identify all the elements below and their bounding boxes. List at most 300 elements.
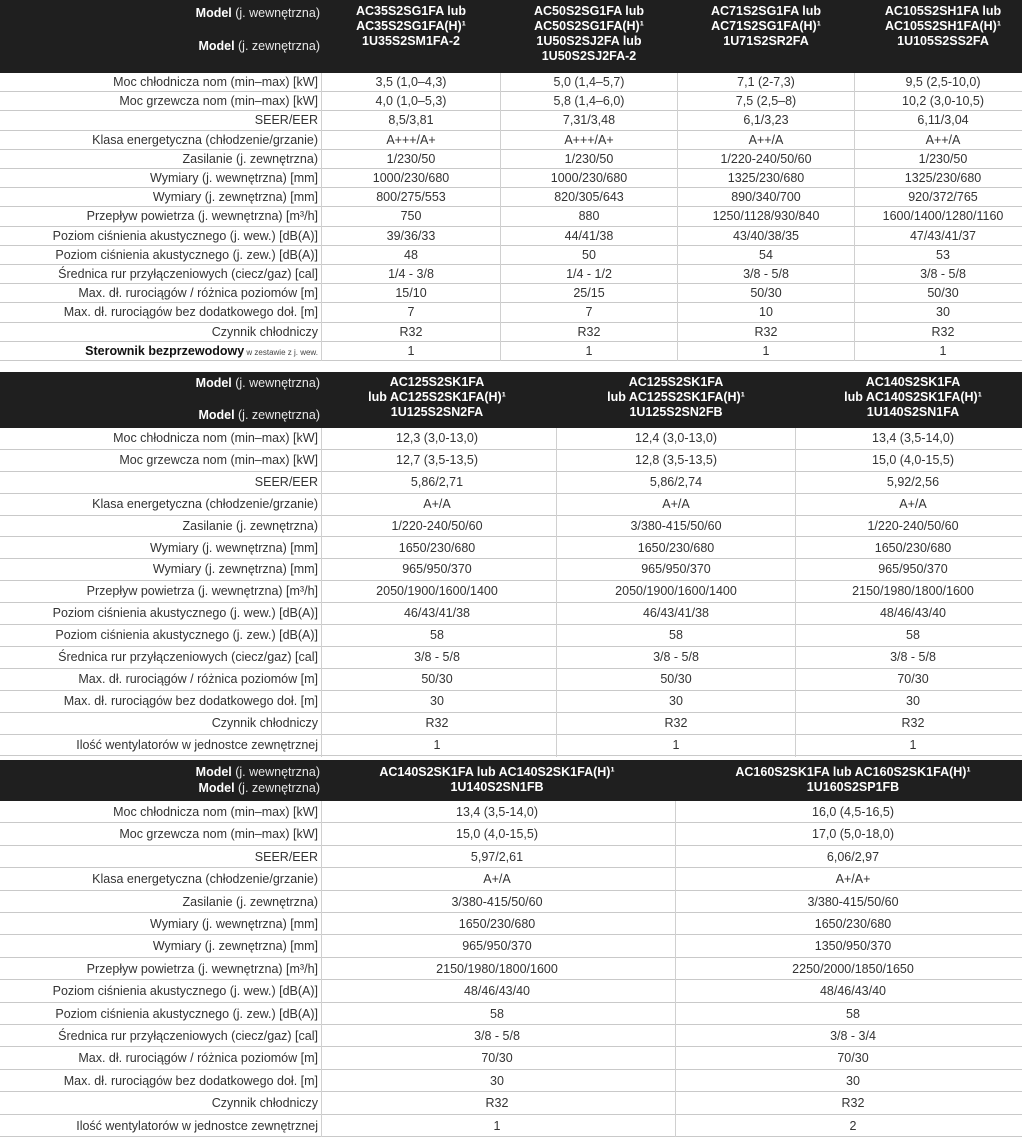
model-label-indoor-suffix: (j. wewnętrzna) — [231, 765, 320, 779]
row-label-text: Moc chłodnicza nom (min–max) [kW] — [113, 75, 318, 89]
cell-value: 58 — [430, 628, 444, 643]
cell-value: 15,0 (4,0-15,5) — [456, 827, 538, 842]
table-row — [0, 92, 1022, 111]
cell-value: 50/30 — [750, 286, 782, 301]
cell-value: 4,0 (1,0–5,3) — [375, 94, 447, 109]
table-row — [0, 207, 1022, 226]
cell-value: 70/30 — [837, 1051, 869, 1066]
model-name: 1U35S2SM1FA-2 — [362, 34, 460, 48]
cell-value: 5,97/2,61 — [470, 849, 524, 864]
cell-value: 13,4 (3,5-14,0) — [872, 431, 954, 445]
cell-value: 1650/230/680 — [398, 540, 476, 555]
cell-value: 3/380-415/50/60 — [807, 894, 899, 909]
row-label-text: Wymiary (j. zewnętrzna) [mm] — [152, 190, 318, 205]
cell-value: 30 — [669, 693, 683, 708]
cell-value: 5,86/2,74 — [649, 474, 703, 489]
cell-value: R32 — [485, 1096, 509, 1111]
model-name: 1U160S2SP1FB — [806, 780, 900, 794]
cell-value: 965/950/370 — [641, 562, 711, 577]
table-row — [0, 625, 1022, 647]
cell-value: 48/46/43/40 — [463, 984, 531, 999]
cell-value: 39/36/33 — [386, 228, 436, 243]
cell-value: 1325/230/680 — [727, 171, 805, 185]
row-label-text: SEER/EER — [254, 113, 318, 128]
row-label-text: Max. dł. rurociągów bez dodatkowego doł. [m] — [63, 305, 318, 320]
table-row — [0, 1047, 1022, 1069]
row-label — [55, 625, 318, 647]
cell-value: 70/30 — [897, 671, 929, 686]
cell-value: 920/372/765 — [908, 190, 978, 205]
cell-value: 965/950/370 — [402, 562, 472, 577]
cell-value: 1 — [493, 1118, 501, 1133]
cell-value: 3/8 - 5/8 — [474, 1029, 520, 1043]
row-label — [113, 428, 318, 450]
cell-value: 2150/1980/1800/1600 — [436, 961, 558, 976]
row-label — [64, 1070, 318, 1092]
table-row — [0, 980, 1022, 1002]
cell-value: 50 — [582, 247, 596, 262]
table-row — [0, 111, 1022, 130]
cell-value: 46/43/41/38 — [403, 606, 471, 621]
row-label-text: Poziom ciśnienia akustycznego (j. zew.) [dB(A)] — [55, 247, 318, 262]
row-label-text: SEER/EER — [254, 474, 318, 489]
model-name: AC160S2SK1FA lub AC160S2SK1FA(H)¹ — [735, 765, 971, 779]
cell-value: 1650/230/680 — [637, 540, 715, 555]
model-name: lub AC140S2SK1FA(H)¹ — [844, 390, 982, 404]
row-label — [53, 603, 318, 625]
row-label-text: Max. dł. rurociągów bez dodatkowego doł. [m] — [63, 693, 318, 708]
table-row — [0, 735, 1022, 757]
cell-value: 58 — [846, 1006, 860, 1021]
cell-value: 12,4 (3,0-13,0) — [635, 431, 717, 445]
cell-value: 3/8 - 5/8 — [653, 650, 699, 664]
table-row — [0, 823, 1022, 845]
table-row — [0, 1092, 1022, 1114]
table-row — [0, 1025, 1022, 1047]
model-name: 1U125S2SN2FB — [629, 405, 723, 419]
cell-value: A+/A — [662, 496, 690, 511]
row-label-text: Wymiary (j. wewnętrzna) [mm] — [150, 540, 318, 555]
row-label — [78, 284, 318, 303]
model-name: AC35S2SG1FA lub — [356, 4, 466, 18]
cell-value: 2250/2000/1850/1650 — [792, 961, 914, 976]
cell-value: 1000/230/680 — [372, 171, 450, 185]
cell-value: 1650/230/680 — [458, 917, 536, 931]
row-label — [64, 691, 318, 713]
cell-value: 880 — [578, 209, 600, 224]
row-label-small: w zestawie z j. wew. — [244, 347, 318, 357]
cell-value: 12,8 (3,5-13,5) — [635, 452, 717, 467]
model-label-bold: Model — [198, 408, 235, 422]
cell-value: 7 — [585, 305, 593, 320]
cell-value: 1/4 - 3/8 — [388, 267, 434, 281]
model-name: AC125S2SK1FA — [389, 375, 485, 389]
cell-value: 3/380-415/50/60 — [451, 894, 543, 909]
model-name: AC35S2SG1FA(H)¹ — [356, 19, 466, 33]
cell-value: 1 — [433, 737, 441, 752]
cell-value: 58 — [669, 628, 683, 643]
model-label-indoor-suffix: (j. wewnętrzna) — [231, 6, 320, 20]
table-row — [0, 581, 1022, 603]
model-label-bold: Model — [198, 781, 235, 795]
cell-value: 25/15 — [573, 286, 605, 301]
cell-value: 5,0 (1,4–5,7) — [553, 75, 625, 89]
cell-value: R32 — [931, 324, 955, 339]
model-name: 1U50S2SJ2FA-2 — [541, 49, 637, 63]
row-label — [58, 1025, 318, 1047]
cell-value: 1600/1400/1280/1160 — [882, 209, 1004, 224]
row-label-bold: Sterownik bezprzewodowy — [85, 343, 245, 358]
cell-value: 1/230/50 — [918, 151, 968, 166]
cell-value: R32 — [754, 324, 778, 339]
model-name: AC50S2SG1FA lub — [534, 4, 644, 18]
cell-value: 7 — [407, 305, 415, 320]
row-label — [64, 303, 318, 322]
model-indoor-label — [196, 765, 320, 780]
row-label-text: Max. dł. rurociągów / różnica poziomów [m] — [78, 1051, 318, 1066]
row-label — [87, 581, 318, 603]
cell-value: 15,0 (4,0-15,5) — [872, 452, 954, 467]
row-label-text: Średnica rur przyłączeniowych (ciecz/gaz) [cal] — [58, 1029, 318, 1043]
cell-value: 3/8 - 5/8 — [743, 267, 789, 281]
row-label — [183, 891, 318, 913]
model-outdoor-label — [198, 781, 320, 796]
model-name: 1U125S2SN2FA — [390, 405, 484, 419]
cell-value: 1650/230/680 — [814, 917, 892, 931]
row-label — [76, 1115, 318, 1137]
table1-header — [0, 0, 1022, 73]
row-label-text: Klasa energetyczna (chłodzenie/grzanie) — [92, 872, 318, 887]
row-label — [53, 227, 318, 246]
row-label — [153, 935, 318, 957]
row-label — [113, 73, 318, 92]
table-row — [0, 323, 1022, 342]
column-divider — [795, 428, 796, 757]
cell-value: 47/43/41/37 — [909, 228, 977, 243]
cell-value: 12,3 (3,0-13,0) — [396, 431, 478, 445]
cell-value: 1/230/50 — [386, 151, 436, 166]
row-label — [55, 246, 318, 265]
cell-value: 750 — [400, 209, 422, 224]
row-label-text: Moc chłodnicza nom (min–max) [kW] — [113, 805, 318, 819]
table-row — [0, 669, 1022, 691]
row-label — [183, 516, 318, 538]
model-column-header — [347, 765, 647, 795]
table-row — [0, 868, 1022, 890]
cell-value: A+/A — [483, 872, 511, 887]
model-name: lub AC125S2SK1FA(H)¹ — [368, 390, 506, 404]
cell-value: 1250/1128/930/840 — [712, 209, 820, 224]
row-label-text: Moc chłodnicza nom (min–max) [kW] — [113, 431, 318, 445]
row-label-text: Moc grzewcza nom (min–max) [kW] — [119, 452, 318, 467]
column-divider — [854, 73, 855, 361]
cell-value: 48/46/43/40 — [819, 984, 887, 999]
cell-value: 30 — [846, 1073, 860, 1088]
cell-value: 30 — [490, 1073, 504, 1088]
cell-value: A+/A+ — [835, 872, 871, 887]
row-label — [212, 1092, 318, 1114]
row-label-text: Średnica rur przyłączeniowych (ciecz/gaz) [cal] — [58, 267, 318, 281]
table-row — [0, 559, 1022, 581]
row-label-text: Moc grzewcza nom (min–max) [kW] — [119, 94, 318, 109]
cell-value: A++/A — [748, 132, 784, 147]
cell-value: 3/8 - 3/4 — [830, 1029, 876, 1043]
column-divider — [556, 428, 557, 757]
row-label-text: Ilość wentylatorów w jednostce zewnętrznej — [76, 737, 318, 752]
cell-value: R32 — [425, 715, 449, 730]
row-label — [153, 559, 318, 581]
column-divider — [677, 73, 678, 361]
cell-value: 1650/230/680 — [874, 540, 952, 555]
row-label — [150, 913, 318, 935]
row-label-text: Wymiary (j. wewnętrzna) [mm] — [150, 171, 318, 185]
row-label — [119, 92, 318, 111]
cell-value: 43/40/38/35 — [732, 228, 800, 243]
row-label-text: Wymiary (j. wewnętrzna) [mm] — [150, 917, 318, 931]
row-label — [78, 1047, 318, 1069]
cell-value: 48 — [404, 247, 418, 262]
cell-value: 54 — [759, 247, 773, 262]
cell-value: 5,8 (1,4–6,0) — [553, 94, 625, 109]
cell-value: 12,7 (3,5-13,5) — [396, 452, 478, 467]
row-label — [76, 735, 318, 757]
row-label-text: Poziom ciśnienia akustycznego (j. zew.) [dB(A)] — [55, 1006, 318, 1021]
cell-value: 3/8 - 5/8 — [920, 267, 966, 281]
table-row — [0, 846, 1022, 868]
cell-value: 5,86/2,71 — [410, 474, 464, 489]
row-label-text: Klasa energetyczna (chłodzenie/grzanie) — [92, 496, 318, 511]
cell-value: 1/220-240/50/60 — [720, 151, 812, 166]
row-label-text: Max. dł. rurociągów bez dodatkowego doł. [m] — [63, 1073, 318, 1088]
model-name: 1U140S2SN1FA — [866, 405, 960, 419]
cell-value: A++/A — [925, 132, 961, 147]
cell-value: 53 — [936, 247, 950, 262]
model-label-outdoor-suffix: (j. zewnętrzna) — [234, 408, 320, 422]
cell-value: 16,0 (4,5-16,5) — [812, 805, 894, 819]
row-label-text: Poziom ciśnienia akustycznego (j. wew.) [dB(A)] — [52, 228, 318, 243]
row-label — [150, 538, 318, 560]
model-name: 1U50S2SJ2FA lub — [536, 34, 642, 48]
model-name: AC105S2SH1FA(H)¹ — [884, 19, 1001, 33]
cell-value: 58 — [906, 628, 920, 643]
row-label — [87, 207, 318, 226]
cell-value: 1 — [585, 343, 593, 358]
row-label-text: Max. dł. rurociągów / różnica poziomów [m] — [78, 286, 318, 301]
row-label — [78, 669, 318, 691]
cell-value: 5,92/2,56 — [886, 474, 940, 489]
cell-value: 965/950/370 — [878, 562, 948, 577]
model-name: 1U71S2SR2FA — [723, 34, 809, 48]
row-label — [87, 958, 318, 980]
cell-value: A+++/A+ — [564, 132, 614, 147]
row-label-text: Wymiary (j. zewnętrzna) [mm] — [152, 562, 318, 577]
cell-value: 30 — [906, 693, 920, 708]
table-row — [0, 891, 1022, 913]
row-label-text: Czynnik chłodniczy — [211, 715, 318, 730]
cell-value: 6,11/3,04 — [917, 113, 969, 128]
table-row — [0, 647, 1022, 669]
table-row — [0, 284, 1022, 303]
cell-value: 3/8 - 5/8 — [890, 650, 936, 664]
table-row — [0, 131, 1022, 150]
model-label-bold: Model — [198, 39, 235, 53]
table-row — [0, 73, 1022, 92]
cell-value: 6,1/3,23 — [743, 113, 789, 128]
cell-value: R32 — [664, 715, 688, 730]
cell-value: R32 — [399, 324, 423, 339]
table-row — [0, 227, 1022, 246]
row-label — [119, 450, 318, 472]
cell-value: R32 — [577, 324, 601, 339]
row-label-text: Zasilanie (j. zewnętrzna) — [182, 151, 318, 166]
cell-value: 3/380-415/50/60 — [630, 518, 722, 533]
table-row — [0, 428, 1022, 450]
row-label — [85, 342, 318, 362]
cell-value: 2150/1980/1800/1600 — [852, 584, 974, 599]
table3-header — [0, 760, 1022, 801]
cell-value: A+/A — [423, 496, 451, 511]
cell-value: 30 — [430, 693, 444, 708]
model-column-header — [703, 765, 1003, 795]
row-label-text: Zasilanie (j. zewnętrzna) — [182, 894, 318, 909]
table-row — [0, 935, 1022, 957]
table-row — [0, 516, 1022, 538]
row-label — [113, 801, 318, 823]
row-label — [92, 868, 318, 890]
cell-value: 10,2 (3,0-10,5) — [902, 94, 984, 109]
model-name: AC71S2SG1FA lub — [711, 4, 821, 18]
cell-value: 7,31/3,48 — [562, 113, 616, 128]
model-name: AC71S2SG1FA(H)¹ — [711, 19, 821, 33]
model-name: AC125S2SK1FA — [628, 375, 724, 389]
table-row — [0, 303, 1022, 322]
column-divider — [321, 73, 322, 361]
table-row — [0, 188, 1022, 207]
cell-value: 13,4 (3,5-14,0) — [456, 805, 538, 819]
cell-value: 7,5 (2,5–8) — [735, 94, 797, 109]
cell-value: 50/30 — [421, 671, 453, 686]
cell-value: 7,1 (2-7,3) — [737, 75, 795, 89]
table-row — [0, 538, 1022, 560]
row-label-text: Czynnik chłodniczy — [211, 324, 318, 339]
cell-value: 15/10 — [395, 286, 427, 301]
cell-value: 30 — [936, 305, 950, 320]
cell-value: 50/30 — [660, 671, 692, 686]
row-label — [119, 823, 318, 845]
cell-value: 3/8 - 5/8 — [414, 650, 460, 664]
row-label-text: Poziom ciśnienia akustycznego (j. wew.) [dB(A)] — [52, 984, 318, 999]
cell-value: 1/220-240/50/60 — [391, 518, 483, 533]
row-label-text: Czynnik chłodniczy — [211, 1096, 318, 1111]
cell-value: 1/4 - 1/2 — [566, 267, 612, 281]
cell-value: 1 — [939, 343, 947, 358]
cell-value: 2050/1900/1600/1400 — [376, 584, 498, 599]
cell-value: 2 — [849, 1118, 857, 1133]
model-name: lub AC125S2SK1FA(H)¹ — [607, 390, 745, 404]
model-label-outdoor-suffix: (j. zewnętrzna) — [234, 39, 320, 53]
cell-value: 1350/950/370 — [814, 939, 892, 954]
cell-value: 890/340/700 — [731, 190, 801, 205]
model-column-header — [793, 4, 1022, 49]
model-name: AC140S2SK1FA lub AC140S2SK1FA(H)¹ — [379, 765, 615, 779]
row-label-text: Średnica rur przyłączeniowych (ciecz/gaz) [cal] — [58, 650, 318, 664]
cell-value: 1 — [909, 737, 917, 752]
cell-value: 9,5 (2,5-10,0) — [905, 75, 981, 89]
cell-value: 8,5/3,81 — [388, 113, 434, 128]
model-name: 1U105S2SS2FA — [897, 34, 989, 48]
row-label — [255, 846, 318, 868]
cell-value: R32 — [901, 715, 925, 730]
table-row — [0, 603, 1022, 625]
row-label — [92, 494, 318, 516]
cell-value: 58 — [490, 1006, 504, 1021]
cell-value: 1/230/50 — [564, 151, 614, 166]
row-label — [255, 472, 318, 494]
cell-value: 1/220-240/50/60 — [867, 518, 959, 533]
row-label — [212, 713, 318, 735]
cell-value: 1 — [672, 737, 680, 752]
table-row — [0, 801, 1022, 823]
cell-value: 1325/230/680 — [904, 171, 982, 185]
table-row — [0, 342, 1022, 361]
table-row — [0, 691, 1022, 713]
model-name: AC50S2SG1FA(H)¹ — [534, 19, 644, 33]
row-label-text: Zasilanie (j. zewnętrzna) — [182, 518, 318, 533]
model-name: 1U140S2SN1FB — [450, 780, 544, 794]
column-divider — [321, 801, 322, 1137]
table-row — [0, 450, 1022, 472]
row-label — [58, 265, 318, 284]
cell-value: A+/A — [899, 496, 927, 511]
row-label-text: Wymiary (j. zewnętrzna) [mm] — [152, 939, 318, 954]
row-label — [53, 980, 318, 1002]
table-row — [0, 246, 1022, 265]
model-label-outdoor-suffix: (j. zewnętrzna) — [234, 781, 320, 795]
cell-value: 17,0 (5,0-18,0) — [812, 827, 894, 842]
table-row — [0, 1070, 1022, 1092]
row-label — [55, 1003, 318, 1025]
cell-value: R32 — [841, 1096, 865, 1111]
cell-value: 48/46/43/40 — [879, 606, 947, 621]
column-divider — [321, 428, 322, 757]
model-label-bold: Model — [195, 765, 232, 779]
model-label-bold: Model — [195, 6, 232, 20]
model-column-header — [763, 375, 1022, 420]
cell-value: 1 — [762, 343, 770, 358]
row-label-text: Moc grzewcza nom (min–max) [kW] — [119, 827, 318, 842]
row-label-text: Przepływ powietrza (j. wewnętrzna) [m³/h] — [86, 209, 318, 224]
cell-value: 44/41/38 — [564, 228, 614, 243]
table-row — [0, 265, 1022, 284]
cell-value: 800/275/553 — [376, 190, 446, 205]
cell-value: 6,06/2,97 — [826, 849, 880, 864]
table-row — [0, 1115, 1022, 1137]
table-row — [0, 958, 1022, 980]
model-label-indoor-suffix: (j. wewnętrzna) — [231, 376, 320, 390]
row-label-text: Przepływ powietrza (j. wewnętrzna) [m³/h] — [86, 961, 318, 976]
cell-value: 2050/1900/1600/1400 — [615, 584, 737, 599]
cell-value: 10 — [759, 305, 773, 320]
table-row — [0, 713, 1022, 735]
model-label-bold: Model — [195, 376, 232, 390]
cell-value: 1000/230/680 — [550, 171, 628, 185]
table-row — [0, 913, 1022, 935]
cell-value: A+++/A+ — [386, 132, 436, 147]
table-row — [0, 150, 1022, 169]
row-label — [92, 131, 318, 150]
row-label — [58, 647, 318, 669]
model-name: AC105S2SH1FA lub — [884, 4, 1002, 18]
